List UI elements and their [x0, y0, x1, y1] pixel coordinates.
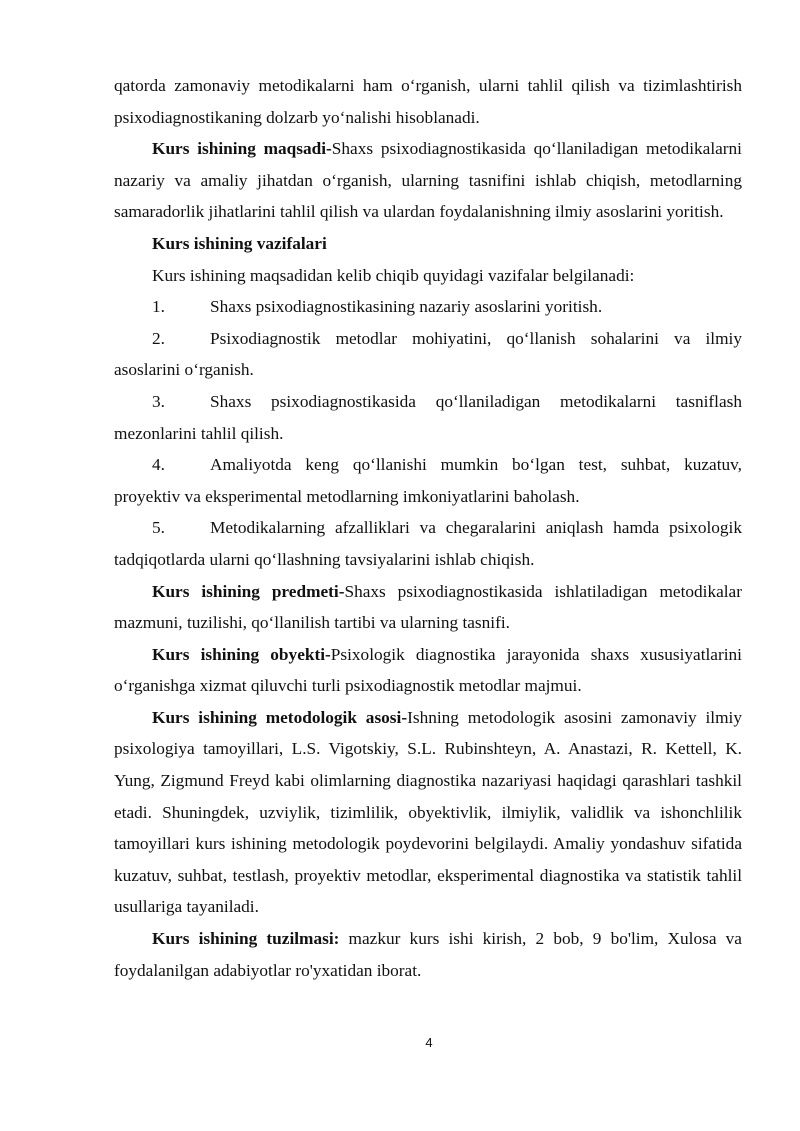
goal-text: Shaxs psixodiagnostikasida qo‘llaniladigan metodikalarni nazariy va amaliy jihatdan o‘rganish, ularning tasnifini ishlab chiqish, metodlarning samaradorlik jihatlarini tahlil qilish va ulardan foydalanishning ilmiy asoslarini yoritish.	[114, 139, 742, 222]
structure-text: mazkur kurs ishi kirish, 2 bob, 9 bo'lim, Xulosa va foydalanilgan adabiyotlar ro'yxatidan iborat.	[114, 929, 742, 980]
structure-paragraph	[114, 923, 742, 986]
methodology-paragraph	[114, 702, 742, 923]
task-number: 5.	[152, 518, 165, 538]
page-number: 4	[425, 1035, 433, 1050]
object-text: Psixologik diagnostika jarayonida shaxs xususiyatlarini o‘rganishga xizmat qiluvchi turli psixodiagnostik metodlar majmui.	[114, 644, 742, 696]
structure-label: Kurs ishining tuzilmasi:	[152, 929, 340, 949]
task-item	[114, 449, 742, 512]
task-item	[114, 386, 742, 449]
task-item	[114, 512, 742, 575]
subject-label: Kurs ishining predmeti-	[152, 581, 345, 601]
goal-label: Kurs ishining maqsadi-	[152, 139, 332, 159]
tasks-heading: Kurs ishining vazifalari	[152, 233, 327, 253]
task-item	[114, 291, 742, 323]
task-number: 2.	[152, 328, 165, 348]
subject-text: Shaxs psixodiagnostikasida ishlatiladigan metodikalar mazmuni, tuzilishi, qo‘llanilish tartibi va ularning tasnifi.	[114, 581, 742, 633]
task-number: 4.	[152, 455, 165, 475]
task-text: Metodikalarning afzalliklari va chegaralarini aniqlash hamda psixologik tadqiqotlarda ularni qo‘llashning tavsiyalarini ishlab chiqish.	[114, 518, 742, 569]
object-label: Kurs ishining obyekti-	[152, 644, 331, 664]
page-body	[114, 70, 742, 986]
task-text: Amaliyotda keng qo‘llanishi mumkin bo‘lgan test, suhbat, kuzatuv, proyektiv va eksperimental metodlarning imkoniyatlarini baholash.	[114, 455, 742, 506]
methodology-label: Kurs ishining metodologik asosi-	[152, 707, 408, 727]
intro-paragraph: qatorda zamonaviy metodikalarni ham o‘rganish, ularni tahlil qilish va tizimlashtirish psixodiagnostikaning dolzarb yo‘nalishi hisoblanadi.	[114, 76, 742, 127]
task-text: Shaxs psixodiagnostikasining nazariy asoslarini yoritish.	[210, 297, 603, 317]
task-number: 1.	[152, 297, 165, 317]
methodology-text: Ishning metodologik asosini zamonaviy ilmiy psixologiya tamoyillari, L.S. Vigotskiy, S.L. Rubinshteyn, A. Anastazi, R. Kettell, K. Yung, Zigmund Freyd kabi olimlarning diagnostika nazariyasi haqidagi qarashlari tashkil etadi. Shuningdek, uzviylik, tizimlilik, obyektivlik, ilmiylik, validlik va ishonchlilik tamoyillari kurs ishining metodologik poydevorini belgilaydi. Amaliy yondashuv sifatida kuzatuv, suhbat, testlash, proyektiv metodlar, eksperimental diagnostika va statistik tahlil usullariga tayaniladi.	[114, 707, 742, 917]
task-item	[114, 323, 742, 386]
object-paragraph	[114, 639, 742, 702]
subject-paragraph	[114, 576, 742, 639]
task-text: Shaxs psixodiagnostikasida qo‘llaniladigan metodikalarni tasniflash mezonlarini tahlil qilish.	[114, 391, 742, 443]
task-text: Psixodiagnostik metodlar mohiyatini, qo‘llanish sohalarini va ilmiy asoslarini o‘rganish.	[114, 328, 742, 380]
task-number: 3.	[152, 391, 165, 411]
tasks-intro: Kurs ishining maqsadidan kelib chiqib quyidagi vazifalar belgilanadi:	[152, 265, 635, 285]
goal-paragraph	[114, 133, 742, 228]
